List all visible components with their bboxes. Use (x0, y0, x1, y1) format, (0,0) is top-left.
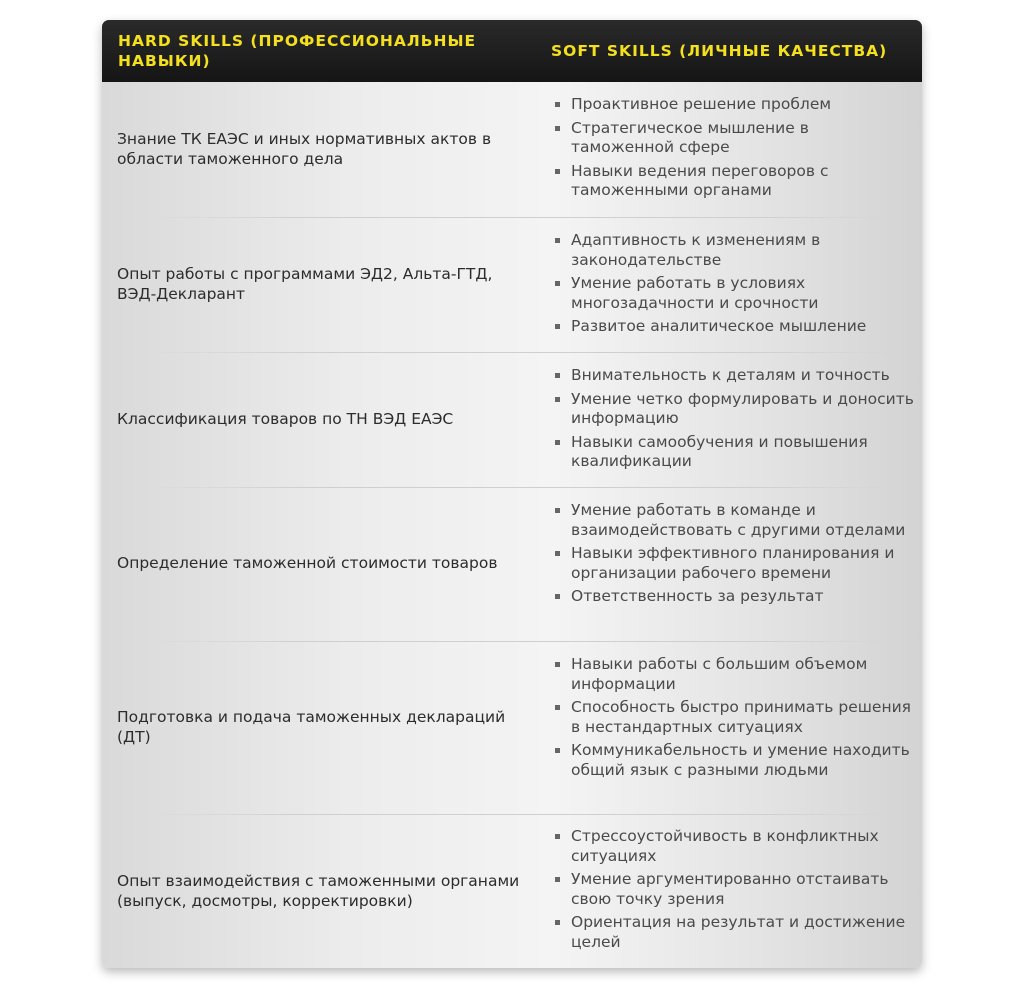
soft-skills-list (551, 827, 916, 956)
soft-skill-text: Умение работать в условиях многозадачности и срочности (571, 274, 819, 312)
bullet-icon (555, 877, 560, 882)
soft-skills-list (551, 655, 916, 784)
table-row (102, 82, 922, 217)
soft-skills-header: SOFT SKILLS (ЛИЧНЫЕ КАЧЕСТВА) (551, 42, 888, 60)
skills-table (102, 20, 922, 968)
soft-skill-text: Навыки эффективного планирования и организации рабочего времени (571, 544, 895, 582)
bullet-icon (555, 238, 560, 243)
hard-skill-cell: Знание ТК ЕАЭС и иных нормативных актов в области таможенного дела (117, 130, 492, 168)
bullet-icon (555, 397, 560, 402)
hard-skill-cell: Опыт работы с программами ЭД2, Альта-ГТД, ВЭД-Декларант (117, 265, 493, 303)
bullet-icon (555, 102, 560, 107)
soft-skill-text: Стратегическое мышление в таможенной сфере (571, 118, 809, 156)
soft-skills-list (551, 501, 916, 611)
list-item (551, 870, 916, 909)
soft-skills-list (551, 231, 916, 341)
soft-skill-text: Развитое аналитическое мышление (571, 317, 867, 335)
bullet-icon (555, 551, 560, 556)
bullet-icon (555, 594, 560, 599)
list-item (551, 317, 916, 337)
list-item (551, 587, 916, 607)
table-row (102, 642, 922, 814)
table-row (102, 353, 922, 487)
list-item (551, 162, 916, 201)
list-item (551, 119, 916, 158)
list-item (551, 390, 916, 429)
hard-skills-header: HARD SKILLS (ПРОФЕССИОНАЛЬНЫЕ НАВЫКИ) (118, 32, 477, 70)
bullet-icon (555, 281, 560, 286)
soft-skill-text: Навыки работы с большим объемом информации (571, 655, 868, 693)
soft-skills-list (551, 95, 916, 205)
soft-skill-text: Адаптивность к изменениям в законодательстве (571, 231, 821, 269)
list-item (551, 366, 916, 386)
list-item (551, 501, 916, 540)
soft-skill-text: Внимательность к деталям и точность (571, 366, 890, 384)
soft-skill-text: Умение четко формулировать и доносить информацию (571, 389, 914, 427)
table-row (102, 218, 922, 352)
soft-skill-text: Ориентация на результат и достижение целей (571, 913, 906, 951)
soft-skill-text: Способность быстро принимать решения в нестандартных ситуациях (571, 698, 911, 736)
list-item (551, 433, 916, 472)
bullet-icon (555, 126, 560, 131)
list-item (551, 231, 916, 270)
bullet-icon (555, 705, 560, 710)
list-item (551, 827, 916, 866)
soft-skill-text: Умение аргументированно отстаивать свою точку зрения (571, 870, 889, 908)
bullet-icon (555, 920, 560, 925)
hard-skill-cell: Подготовка и подача таможенных деклараций (ДТ) (117, 708, 506, 746)
hard-skill-cell: Опыт взаимодействия с таможенными органами (выпуск, досмотры, корректировки) (117, 872, 520, 910)
list-item (551, 698, 916, 737)
table-row (102, 815, 922, 968)
bullet-icon (555, 508, 560, 513)
bullet-icon (555, 169, 560, 174)
bullet-icon (555, 324, 560, 329)
list-item (551, 741, 916, 780)
table-header (102, 20, 922, 82)
hard-skill-cell: Определение таможенной стоимости товаров (117, 554, 498, 572)
soft-skill-text: Стрессоустойчивость в конфликтных ситуациях (571, 827, 879, 865)
list-item (551, 95, 916, 115)
bullet-icon (555, 440, 560, 445)
list-item (551, 913, 916, 952)
list-item (551, 655, 916, 694)
list-item (551, 274, 916, 313)
soft-skill-text: Навыки самообучения и повышения квалификации (571, 432, 868, 470)
soft-skill-text: Коммуникабельность и умение находить общий язык с разными людьми (571, 741, 910, 779)
bullet-icon (555, 373, 560, 378)
table-row (102, 488, 922, 641)
soft-skills-list (551, 366, 916, 476)
bullet-icon (555, 748, 560, 753)
list-item (551, 544, 916, 583)
soft-skill-text: Умение работать в команде и взаимодействовать с другими отделами (571, 501, 906, 539)
soft-skill-text: Навыки ведения переговоров с таможенными органами (571, 161, 829, 199)
bullet-icon (555, 834, 560, 839)
soft-skill-text: Проактивное решение проблем (571, 95, 832, 113)
bullet-icon (555, 662, 560, 667)
soft-skill-text: Ответственность за результат (571, 587, 824, 605)
hard-skill-cell: Классификация товаров по ТН ВЭД ЕАЭС (117, 410, 454, 428)
